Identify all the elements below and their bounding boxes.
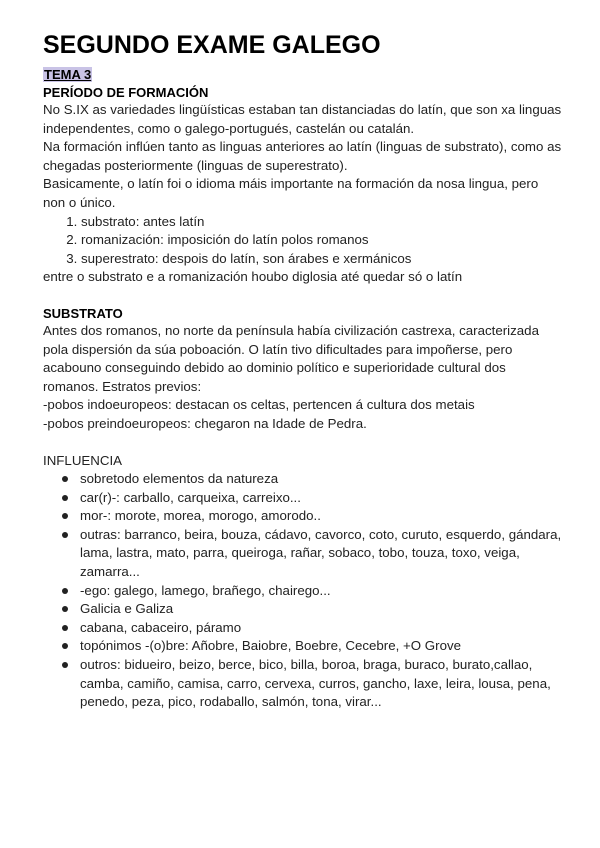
list-item: Galicia e Galiza (80, 600, 563, 619)
document-title: SEGUNDO EXAME GALEGO (43, 31, 381, 59)
bullet-icon (62, 513, 68, 519)
paragraph: -pobos indoeuropeos: destacan os celtas, pertencen á cultura dos metais (43, 397, 475, 413)
list-item: outros: bidueiro, beizo, berce, bico, billa, boroa, braga, buraco, burato,callao, camba, camiño, camisa, carro, cervexa, curros, gancho, laxe, leira, lousa, pena, penedo, peza, pico, rodaballo, salmón, tona, virar... (80, 656, 563, 712)
list-item: outras: barranco, beira, bouza, cádavo, cavorco, coto, curuto, esquerdo, gándara, lama, lastra, mato, parra, queiroga, rañar, sobaco, tobo, touza, toxo, veiga, zamarra... (80, 526, 563, 582)
paragraph: No S.IX as variedades lingüísticas estaban tan distanciadas do latín, que son xa linguas independentes, como o galego-portugués, castelán ou catalán. (43, 102, 562, 136)
section-heading-influencia: INFLUENCIA (43, 452, 123, 468)
section-heading-substrato: SUBSTRATO (43, 305, 123, 321)
bullet-icon (62, 662, 68, 668)
paragraph: -pobos preindoeuropeos: chegaron na Idade de Pedra. (43, 415, 367, 431)
document-page (43, 30, 563, 712)
section-heading-formacion: PERÍODO DE FORMACIÓN (43, 85, 209, 100)
list-item: 1. substrato: antes latín (81, 213, 563, 232)
list-item: 3. superestrato: despois do latín, son árabes e xermánicos (81, 250, 563, 269)
list-item: car(r)-: carballo, carqueixa, carreixo... (80, 489, 563, 508)
bullet-icon (62, 625, 68, 631)
numbered-list (43, 213, 563, 269)
list-item: cabana, cabaceiro, páramo (80, 619, 563, 638)
bullet-icon (62, 532, 68, 538)
list-item: sobretodo elementos da natureza (80, 470, 563, 489)
paragraph: Na formación inflúen tanto as linguas anteriores ao latín (linguas de substrato), como as chegadas posteriormente (linguas de superestrato). (43, 139, 562, 173)
bullet-icon (62, 606, 68, 612)
bullet-list (43, 470, 563, 712)
paragraph: Antes dos romanos, no norte da península había civilización castrexa, caracterizada pola dispersión da súa poboación. O latín tivo dificultades para impoñerse, pero acabouno conseguindo debido ao dominio político e superioridade cultural dos romanos. Estratos previos: (43, 322, 539, 394)
paragraph: entre o substrato e a romanización houbo diglosia até quedar só o latín (43, 269, 463, 285)
spacer (43, 434, 563, 452)
tema-row (43, 60, 563, 84)
spacer (43, 287, 563, 305)
paragraph: Basicamente, o latín foi o idioma máis importante na formación da nosa lingua, pero non o único. (43, 176, 539, 210)
tema-label: TEMA 3 (44, 67, 92, 82)
bullet-icon (62, 495, 68, 501)
bullet-icon (62, 643, 68, 649)
bullet-icon (62, 476, 68, 482)
list-item: 2. romanización: imposición do latín polos romanos (81, 231, 563, 250)
list-item: mor-: morote, morea, morogo, amorodo.. (80, 507, 563, 526)
bullet-icon (62, 588, 68, 594)
list-item: -ego: galego, lamego, brañego, chairego... (80, 582, 563, 601)
list-item: topónimos -(o)bre: Añobre, Baiobre, Boebre, Cecebre, +O Grove (80, 637, 563, 656)
